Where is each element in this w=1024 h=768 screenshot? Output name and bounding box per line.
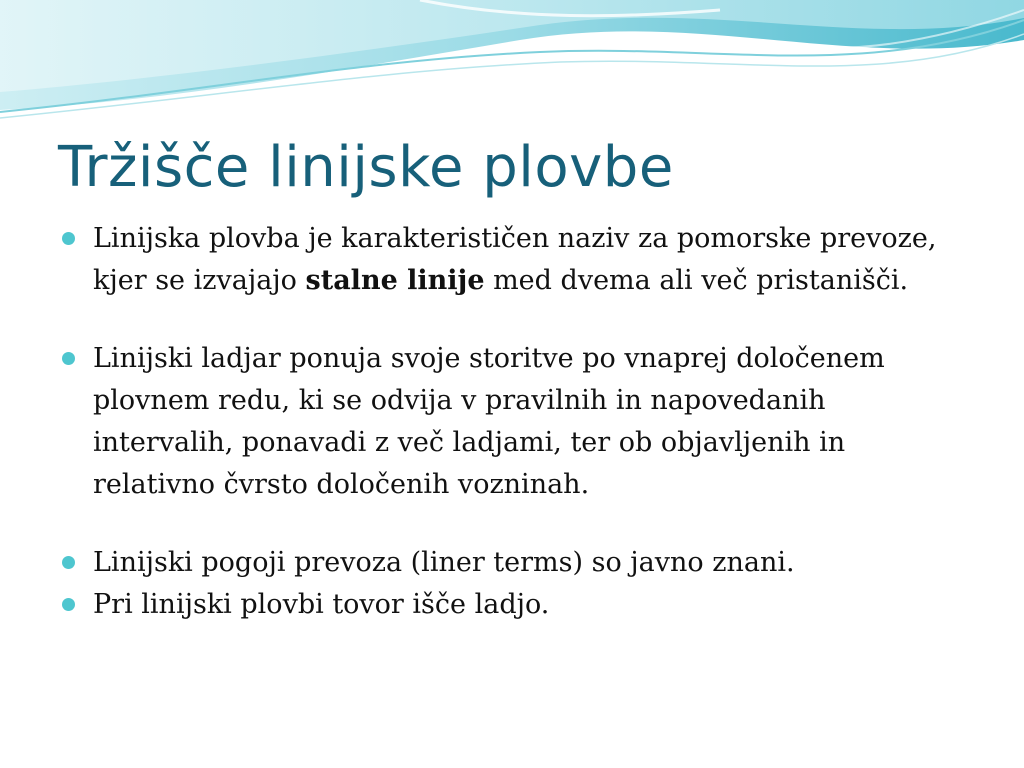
header-wave-decoration xyxy=(0,0,1024,130)
bullet-text: Linijska plovba je karakterističen naziv za pomorske prevoze, kjer se izvajajo stalne linije med dvema ali več pristanišči. xyxy=(93,223,937,296)
bullet-text: Linijski pogoji prevoza (liner terms) so javno znani. xyxy=(93,547,795,578)
bullet-item xyxy=(62,542,962,584)
bullet-bold-text: stalne linije xyxy=(305,265,485,296)
bullet-text: Pri linijski plovbi tovor išče ladjo. xyxy=(93,589,550,620)
slide-title: Tržišče linijske plovbe xyxy=(58,135,674,200)
bullet-dot-icon xyxy=(62,232,75,245)
bullet-item xyxy=(62,218,962,302)
bullet-dot-icon xyxy=(62,352,75,365)
bullet-dot-icon xyxy=(62,556,75,569)
bullet-dot-icon xyxy=(62,598,75,611)
bullet-text: Linijski ladjar ponuja svoje storitve po vnaprej določenem plovnem redu, ki se odvija v pravilnih in napovedanih intervalih, ponavadi z več ladjami, ter ob objavljenih in relativno čvrsto določenih vozninah. xyxy=(93,343,885,500)
bullet-list xyxy=(62,218,962,626)
bullet-item xyxy=(62,338,962,506)
bullet-item xyxy=(62,584,962,626)
